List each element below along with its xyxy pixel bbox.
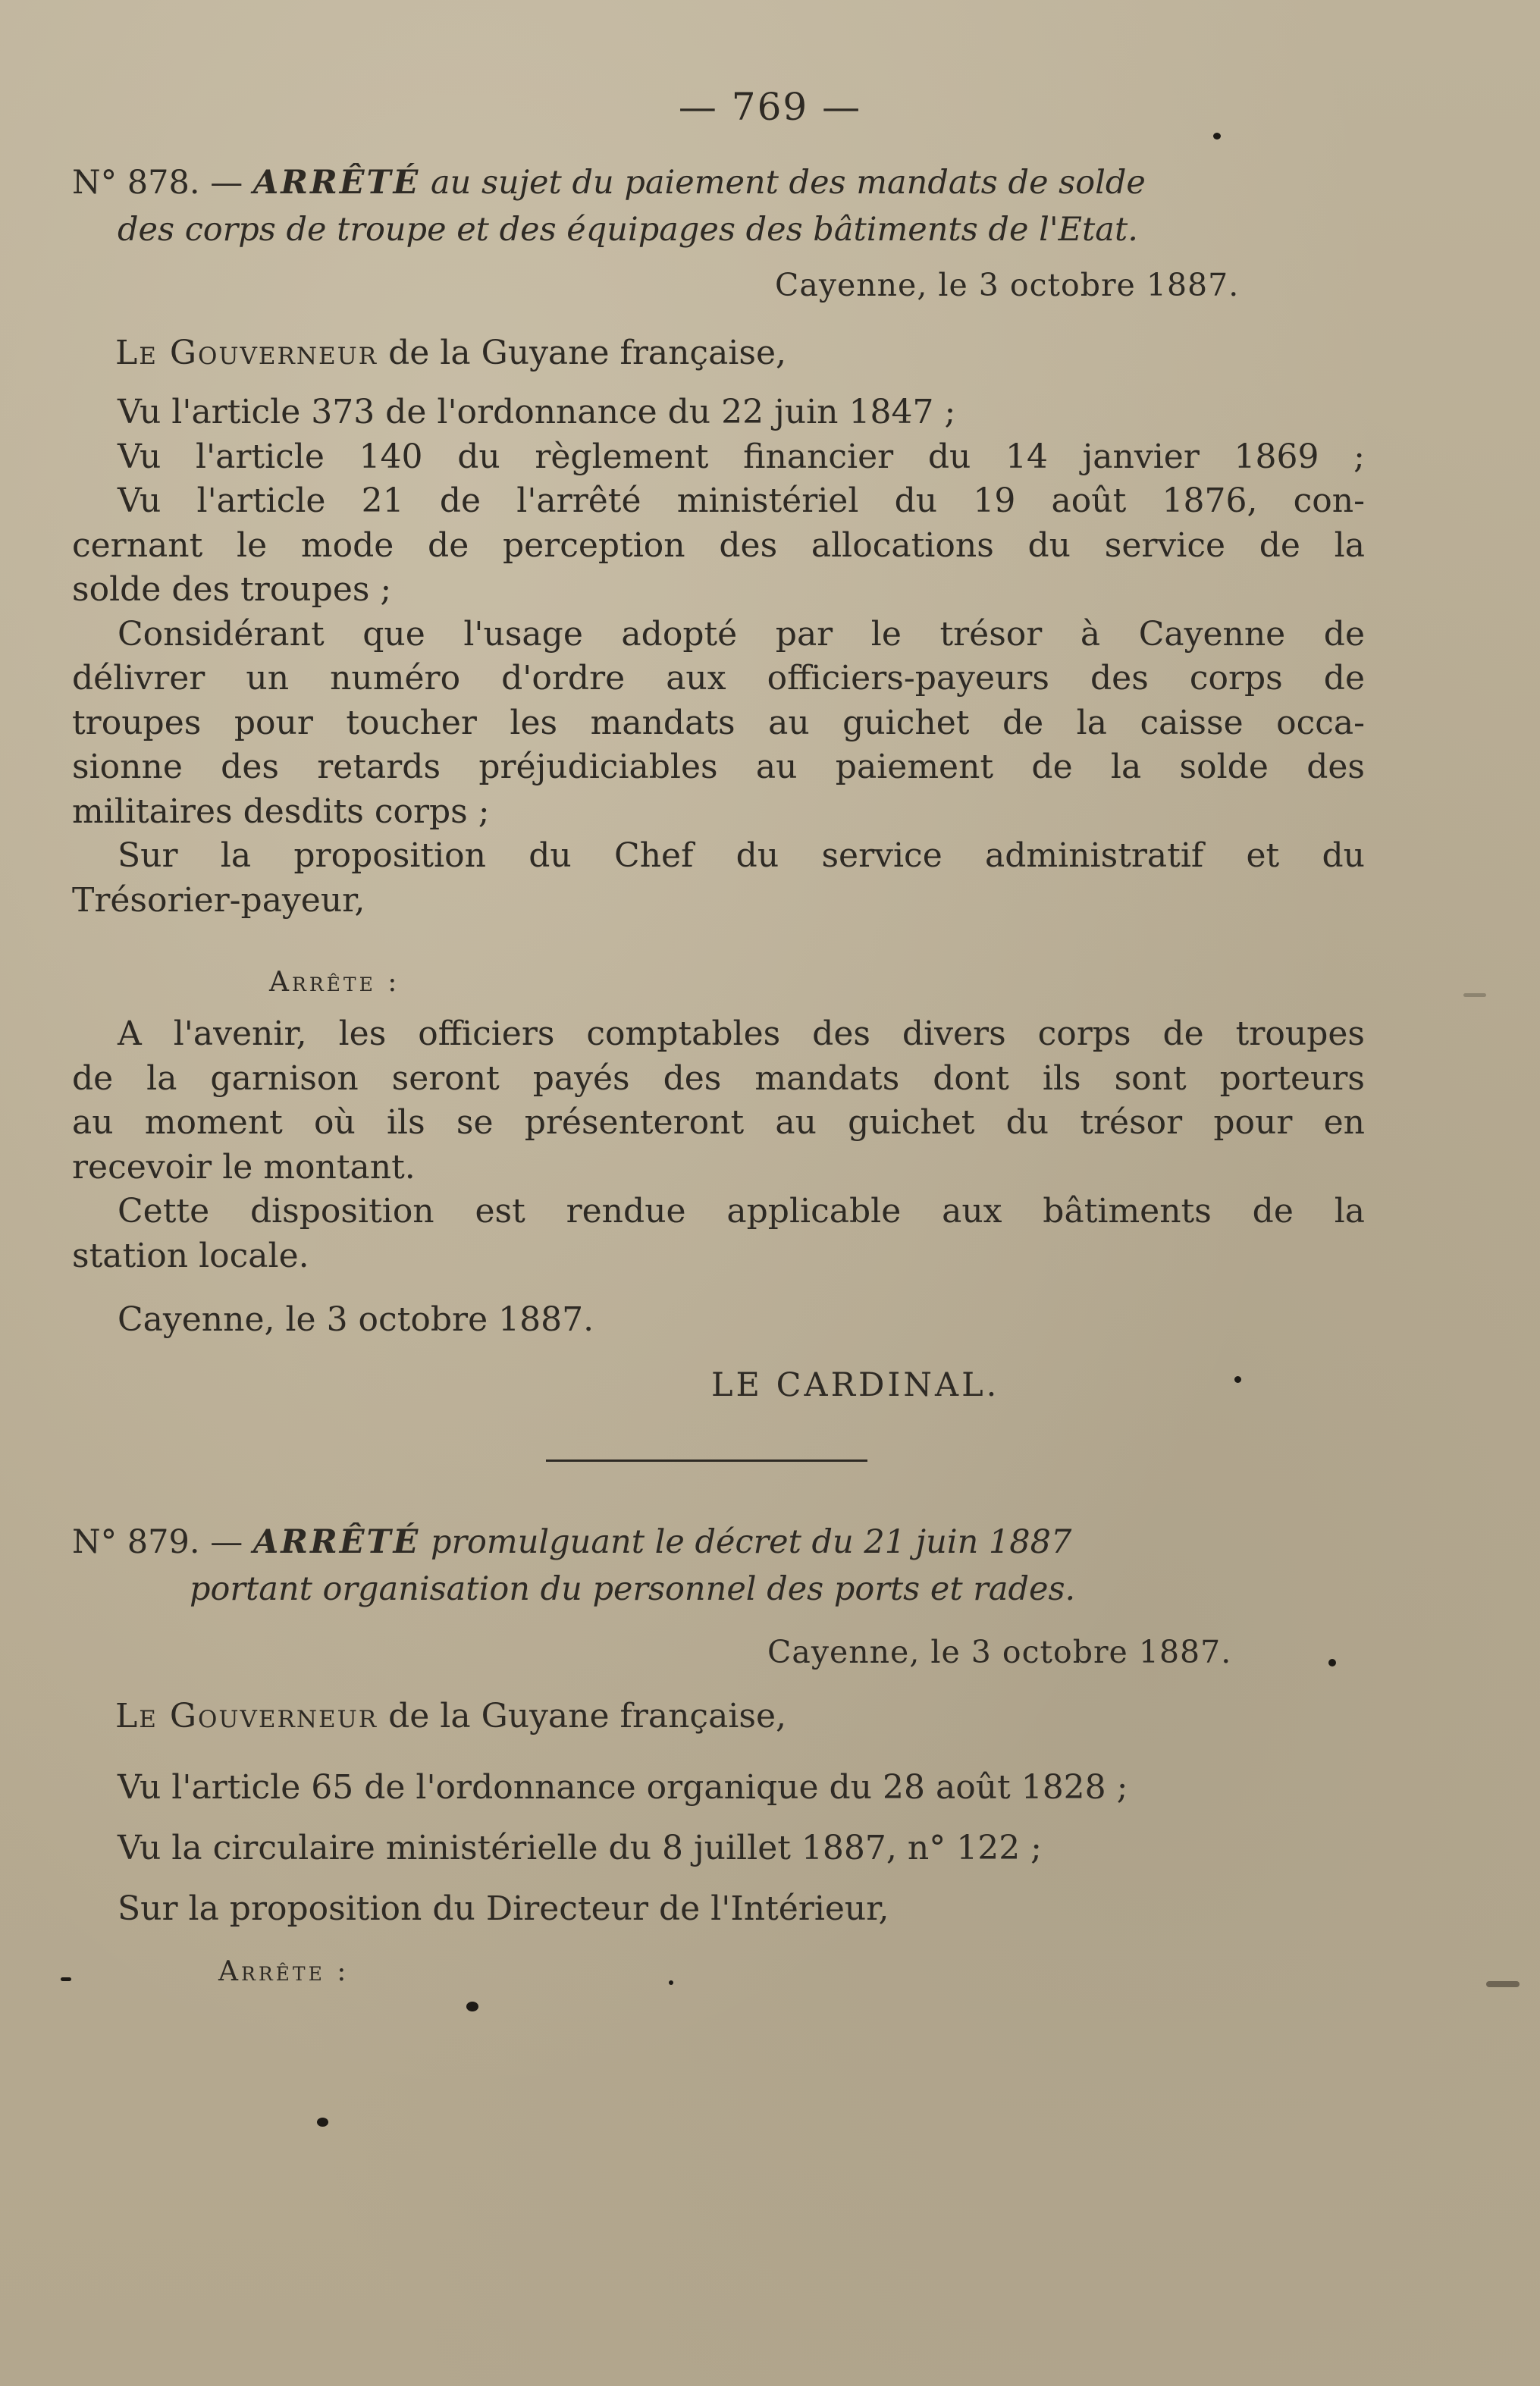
scan-speck <box>1328 1659 1336 1666</box>
act-879-considerations <box>72 1757 1365 1939</box>
scan-speck <box>1213 133 1221 140</box>
act-878-line: Vu l'article 21 de l'arrêté ministériel du 19 août 1876, con- <box>118 481 1365 520</box>
act-878-governor <box>115 334 786 372</box>
act-878-body-line: recevoir le montant. <box>72 1147 416 1187</box>
act-879-line: Vu l'article 65 de l'ordonnance organique du 28 août 1828 ; <box>118 1768 1128 1807</box>
section-divider <box>546 1460 867 1462</box>
act-879-dash: — <box>210 1523 243 1561</box>
act-879-line: Sur la proposition du Directeur de l'Intérieur, <box>118 1889 889 1928</box>
act-878-line: Considérant que l'usage adopté par le trésor à Cayenne de <box>118 614 1365 654</box>
scan-speck <box>466 2002 478 2011</box>
act-879-arrete-heading: Arrête : <box>218 1956 350 1987</box>
act-878-governor-title: Le Gouverneur <box>115 334 378 372</box>
act-878-number: N° 878. <box>72 164 200 202</box>
act-879-date: Cayenne, le 3 octobre 1887. <box>767 1634 1232 1670</box>
act-878-line: sionne des retards préjudiciables au paiement de la solde des <box>72 748 1365 786</box>
act-878-line: solde des troupes ; <box>72 570 392 609</box>
act-878-body-line: de la garnison seront payés des mandats dont ils sont porteurs <box>72 1058 1365 1098</box>
act-878-body-line: A l'avenir, les officiers comptables des divers corps de troupes <box>118 1014 1365 1053</box>
act-879-governor-rest: de la Guyane française, <box>388 1697 786 1735</box>
act-878-line: Vu l'article 140 du règlement financier du 14 janvier 1869 ; <box>118 437 1365 476</box>
act-878-body <box>72 1012 1365 1278</box>
act-878-line: Sur la proposition du Chef du service administratif et du <box>118 836 1365 875</box>
act-878-line: militaires desdits corps ; <box>72 792 490 831</box>
act-878-line: troupes pour toucher les mandats au guichet de la caisse occa- <box>72 703 1365 742</box>
scan-speck <box>669 1980 673 1985</box>
scan-speck <box>1234 1376 1241 1383</box>
act-878-title-line2: des corps de troupe et des équipages des bâtiments de l'Etat. <box>118 211 1138 249</box>
act-878-title <box>72 159 1361 253</box>
act-878-signature: LE CARDINAL. <box>711 1366 1000 1404</box>
scan-speck <box>1486 1981 1520 1987</box>
act-879-line: Vu la circulaire ministérielle du 8 juillet 1887, n° 122 ; <box>118 1829 1043 1867</box>
act-878-line: délivrer un numéro d'ordre aux officiers-payeurs des corps de <box>72 659 1365 698</box>
act-878-line: cernant le mode de perception des allocations du service de la <box>72 525 1365 565</box>
act-878-heading-word: ARRÊTÉ <box>252 164 421 202</box>
act-878-line: Vu l'article 373 de l'ordonnance du 22 juin 1847 ; <box>118 393 956 431</box>
scan-speck <box>317 2118 328 2127</box>
act-879-number: N° 879. <box>72 1523 200 1561</box>
scan-speck <box>1463 993 1486 997</box>
act-879-heading-word: ARRÊTÉ <box>252 1523 421 1561</box>
act-878-arrete-heading: Arrête : <box>269 967 400 998</box>
act-879-governor-title: Le Gouverneur <box>115 1697 378 1735</box>
act-878-body-line: station locale. <box>72 1236 309 1275</box>
act-878-closing-date: Cayenne, le 3 octobre 1887. <box>118 1300 594 1339</box>
act-879-title-rest: promulguant le décret du 21 juin 1887 <box>430 1523 1072 1561</box>
act-879-title-line2: portant organisation du personnel des ports et rades. <box>190 1570 1076 1608</box>
act-879-title-line1 <box>72 1519 1361 1566</box>
act-878-line: Trésorier-payeur, <box>72 880 365 920</box>
act-878-title-line1 <box>72 159 1361 206</box>
act-878-considerations <box>72 390 1365 923</box>
act-878-dash: — <box>210 164 243 202</box>
act-879-governor <box>115 1697 786 1735</box>
act-878-governor-rest: de la Guyane française, <box>388 334 786 372</box>
act-878-date: Cayenne, le 3 octobre 1887. <box>775 267 1240 303</box>
act-878-body-line: au moment où ils se présenteront au guichet du trésor pour en <box>72 1103 1365 1142</box>
act-879-title <box>72 1519 1361 1613</box>
scan-speck <box>61 1977 71 1981</box>
page-number: — 769 — <box>678 85 862 129</box>
act-878-body-line: Cette disposition est rendue applicable aux bâtiments de la <box>118 1192 1365 1231</box>
act-878-title-rest: au sujet du paiement des mandats de solde <box>430 164 1146 202</box>
